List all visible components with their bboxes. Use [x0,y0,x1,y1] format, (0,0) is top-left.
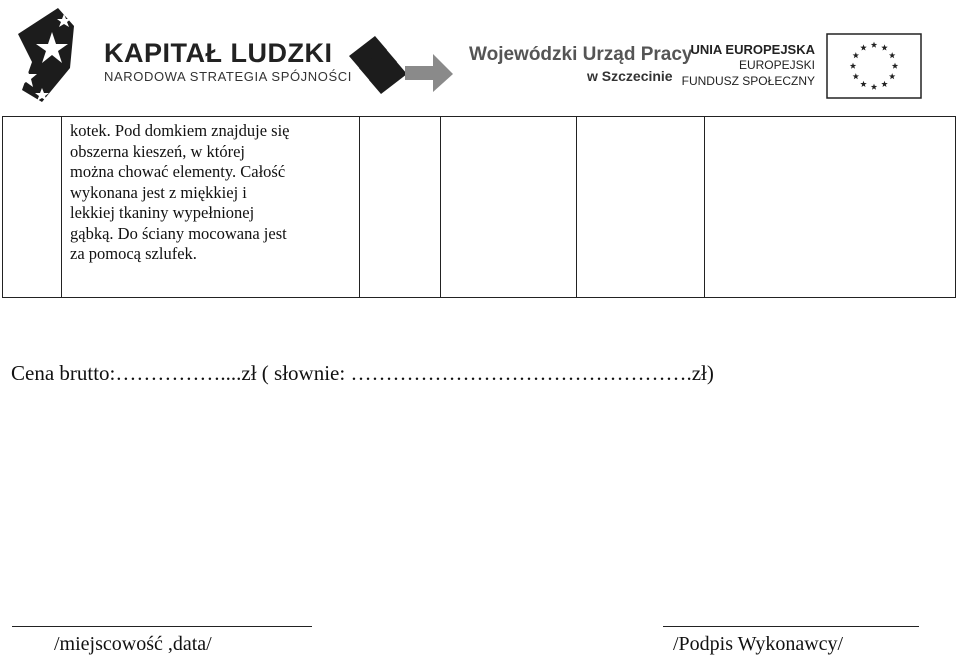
wup-subtitle: w Szczecinie [587,68,673,84]
item-description [70,121,360,265]
signature-rule-left [12,626,312,627]
wup-arrows-logo-icon [345,30,455,94]
table-column-divider [440,117,441,297]
place-date-label: /miejscowość ,data/ [54,633,212,655]
table-column-divider [576,117,577,297]
kapital-ludzki-logo-icon [12,4,82,106]
kapital-ludzki-title: KAPITAŁ LUDZKI [104,38,333,68]
ue-line-1: UNIA EUROPEJSKA [690,42,815,57]
table-column-divider [704,117,705,297]
price-line: Cena brutto:……………....zł ( słownie: ………………………………………….zł) [11,361,714,385]
item-table [2,116,956,298]
description-line: wykonana jest z miękkiej i [70,182,247,202]
contractor-signature-label: /Podpis Wykonawcy/ [673,633,844,655]
description-line: lekkiej tkaniny wypełnionej [70,203,255,222]
kapital-ludzki-subtitle: NARODOWA STRATEGIA SPÓJNOŚCI [104,69,352,84]
wup-title: Wojewódzki Urząd Pracy [469,44,693,65]
description-line: gąbką. Do ściany mocowana jest [70,223,287,243]
signature-rule-right [663,626,919,627]
eu-flag-icon [826,33,922,99]
ue-line-3: FUNDUSZ SPOŁECZNY [681,74,815,88]
description-line: za pomocą szlufek. [70,244,197,263]
description-line: kotek. Pod domkiem znajduje się [70,121,290,140]
page-header [0,0,960,112]
table-column-divider [61,117,62,297]
description-line: można chować elementy. Całość [70,162,286,181]
description-line: obszerna kieszeń, w której [70,141,246,161]
ue-line-2: EUROPEJSKI [738,58,815,72]
